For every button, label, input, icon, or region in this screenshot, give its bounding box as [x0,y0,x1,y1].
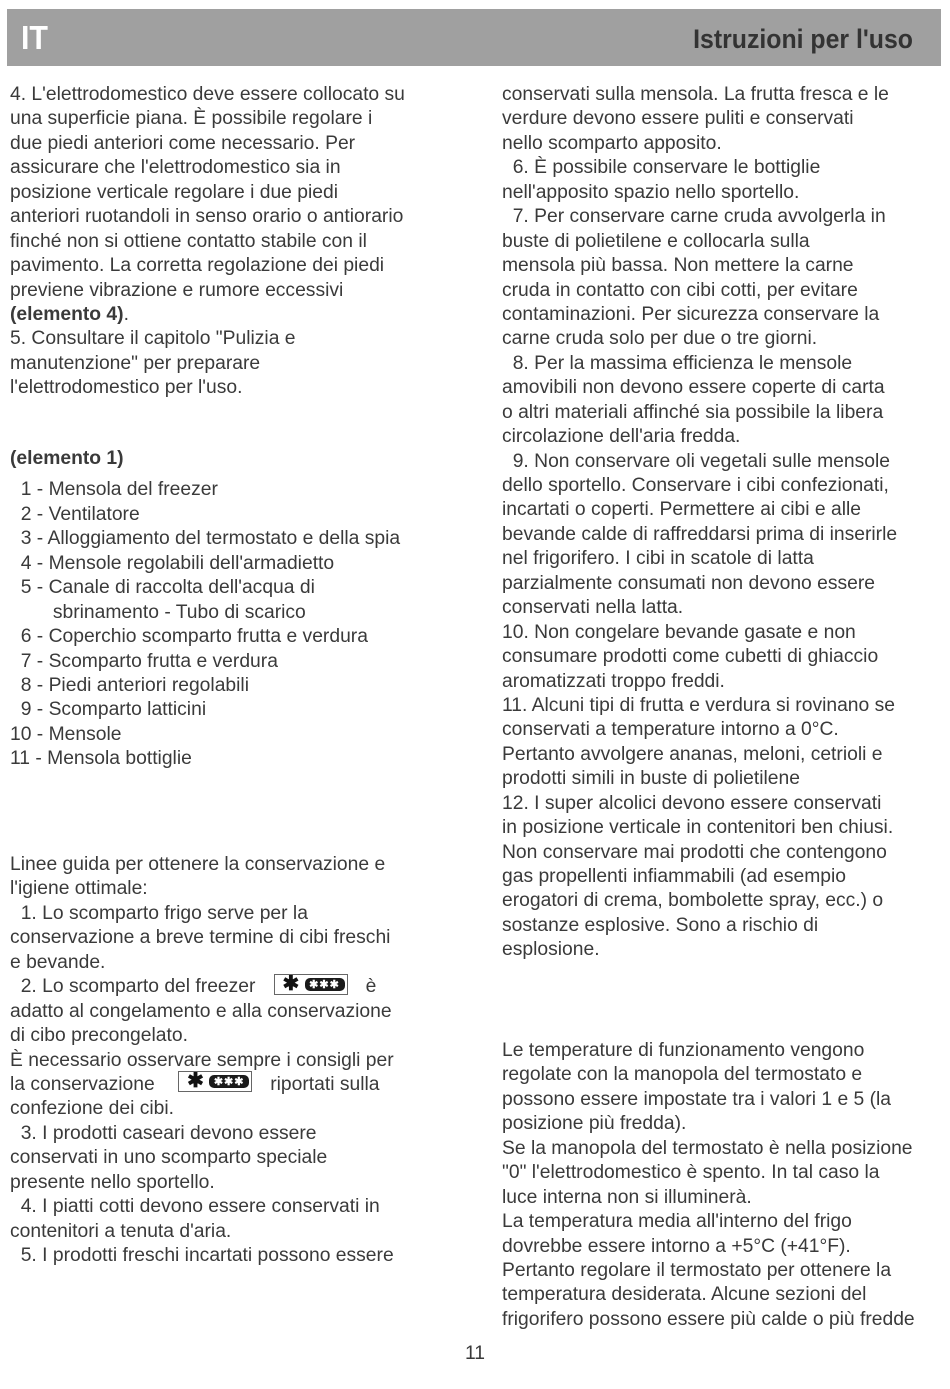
section-title: Istruzioni per l'uso [693,24,913,54]
page-number: 11 [464,1343,485,1364]
text-line: l'elettrodomestico per l'uso. [10,377,243,399]
three-star-icon: ✱✱✱ [305,978,345,991]
text-line: incartati o coperti. Permettere ai cibi e alle [502,499,862,521]
text-line: manutenzione" per preparare [10,352,261,374]
text-line: circolazione dell'aria fredda. [502,426,741,448]
text-line: Non conservare mai prodotti che contengono [502,841,887,863]
parts-list-item: 6 - Coperchio scomparto frutta e verdura [10,626,368,648]
parts-heading: (elemento 1) [10,448,124,469]
installation-paragraph [10,83,480,401]
text-line: posizione più fredda). [502,1113,687,1135]
parts-list-item: 3 - Alloggiamento del termostato e della spia [10,528,401,550]
text-line: amovibili non devono essere coperte di carta [502,377,885,399]
text-line: Pertanto regolare il termostato per ottenere la [502,1259,892,1281]
freezer-star-rating-symbol [274,974,348,995]
text-fragment: riportati sulla [270,1073,380,1095]
text-line: dello sportello. Conservare i cibi confezionati, [502,475,889,496]
text-line: 5. I prodotti freschi incartati possono essere [10,1245,394,1266]
text-line: esplosione. [502,939,600,961]
text-line: dovrebbe essere intorno a +5°C (+41°F). [502,1235,851,1257]
text-line: cruda in contatto con cibi cotti, per evitare [502,279,858,301]
text-line: confezione dei cibi. [10,1098,174,1120]
text-line: 7. Per conservare carne cruda avvolgerla in [502,206,886,228]
parts-list-item: 10 - Mensole [10,723,122,745]
language-code: IT [21,19,48,56]
text-fragment: la conservazione [10,1073,155,1095]
text-line: prodotti simili in buste di polietilene [502,768,800,790]
temperature-section [502,1039,950,1332]
text-line: una superficie piana. È possibile regolare i [10,108,373,130]
text-line: conservazione a breve termine di cibi freschi [10,927,391,949]
text-line: assicurare che l'elettrodomestico sia in [10,157,341,179]
text-line: bevande calde di raffreddarsi prima di inserirle [502,523,898,545]
text-line: La temperatura media all'interno del frigo [502,1211,852,1233]
text-line: contaminazioni. Per sicurezza conservare la [502,303,880,325]
text-line: È necessario osservare sempre i consigli per [10,1049,394,1071]
text-line: 3. I prodotti caseari devono essere [10,1122,317,1144]
punctuation: . [123,303,129,325]
text-line: mensola più bassa. Non mettere la carne [502,255,854,277]
text-line: conservati in uno scomparto speciale [10,1147,328,1169]
text-line: finché non si ottiene contatto stabile con il [10,230,367,252]
text-line: "0" l'elettrodomestico è spento. In tal caso la [502,1162,880,1184]
text-line: adatto al congelamento e alla conservazione [10,1000,392,1022]
text-line: e bevande. [10,951,106,973]
text-line: nell'apposito spazio nello sportello. [502,181,800,203]
text-line: erogatori di crema, bombolette spray, ecc.) o [502,890,884,912]
text-line: previene vibrazione e rumore eccessivi [10,279,344,301]
text-line: parzialmente consumati non devono essere [502,572,875,594]
text-line: temperatura desiderata. Alcune sezioni del [502,1284,867,1306]
parts-list-item: sbrinamento - Tubo di scarico [10,601,306,623]
parts-list-item: 9 - Scomparto latticini [10,699,207,721]
text-line: 8. Per la massima efficienza le mensole [502,352,853,374]
text-line: frigorifero possono essere più calde o più fredde [502,1308,915,1330]
text-line: nello scomparto apposito. [502,132,722,154]
snowflake-icon: ✱ [187,1070,204,1093]
text-line: presente nello sportello. [10,1171,215,1193]
text-line: posizione verticale regolare i due piedi [10,181,338,203]
text-line: aromatizzati troppo freddi. [502,670,725,692]
text-line: 4. L'elettrodomestico deve essere collocato su [10,84,405,105]
text-line: 11. Alcuni tipi di frutta e verdura si rovinano se [502,694,895,716]
text-line: 5. Consultare il capitolo "Pulizia e [10,328,296,350]
text-line: carne cruda solo per due o tre giorni. [502,328,818,350]
parts-list-item: 7 - Scomparto frutta e verdura [10,650,278,672]
page-header [7,9,941,66]
parts-list-item: 2 - Ventilatore [10,503,140,525]
text-line: 10. Non congelare bevande gasate e non [502,621,856,643]
text-line [10,972,480,999]
guidelines-section [10,853,480,1268]
parts-list-item: 8 - Piedi anteriori regolabili [10,674,249,696]
parts-list-item: 4 - Mensole regolabili dell'armadietto [10,552,335,574]
text-line: 12. I super alcolici devono essere conservati [502,792,882,814]
text-line: o altri materiali affinché sia possibile la libera [502,401,884,423]
text-line: consumare prodotti come cubetti di ghiaccio [502,646,879,668]
text-line: regolate con la manopola del termostato e [502,1064,863,1086]
text-line: buste di polietilene e collocarla sulla [502,230,810,252]
text-line: pavimento. La corretta regolazione dei piedi [10,255,385,277]
text-line: due piedi anteriori come necessario. Per [10,132,356,154]
text-line: conservati nella latta. [502,597,684,619]
text-line: 9. Non conservare oli vegetali sulle mensole [502,450,890,472]
guidelines-continued [502,83,950,963]
parts-list-item: 5 - Canale di raccolta dell'acqua di [10,577,315,599]
text-line: verdure devono essere puliti e conservati [502,108,854,130]
freezer-star-rating-symbol [178,1071,252,1092]
text-line: l'igiene ottimale: [10,878,148,900]
text-line: gas propellenti infiammabili (ad esempio [502,866,847,887]
parts-list-item: 11 - Mensola bottiglie [10,748,192,770]
text-fragment: è [365,976,377,998]
text-line: Linee guida per ottenere la conservazione e [10,854,386,875]
text-line: Le temperature di funzionamento vengono [502,1040,865,1061]
text-line: nel frigorifero. I cibi in scatole di latta [502,548,814,570]
text-line: in posizione verticale in contenitori ben chiusi. [502,817,894,839]
text-line: conservati sulla mensola. La frutta fresca e le [502,84,889,105]
text-line: di cibo precongelato. [10,1025,188,1047]
text-line: conservati a temperature intorno a 0°C. [502,719,839,741]
text-line: sostanze esplosive. Sono a rischio di [502,914,819,936]
element-reference: (elemento 4) [10,303,124,325]
text-fragment: 2. Lo scomparto del freezer [10,976,256,998]
snowflake-icon: ✱ [282,972,300,995]
parts-section [10,447,480,772]
text-line: Pertanto avvolgere ananas, meloni, cetrioli e [502,743,883,765]
text-line: 1. Lo scomparto frigo serve per la [10,902,308,924]
text-line: possono essere impostate tra i valori 1 e 5 (la [502,1088,892,1110]
text-line: luce interna non si illuminerà. [502,1186,752,1208]
text-line: anteriori ruotandoli in senso orario o antiorario [10,206,404,228]
text-line [10,303,480,327]
parts-list-item: 1 - Mensola del freezer [10,479,218,501]
text-line: contenitori a tenuta d'aria. [10,1220,232,1242]
text-line: 6. È possibile conservare le bottiglie [502,157,821,179]
text-line [10,1070,480,1097]
text-line: 4. I piatti cotti devono essere conservati in [10,1196,380,1218]
text-line: Se la manopola del termostato è nella posizione [502,1137,913,1159]
three-star-icon: ✱✱✱ [209,1075,249,1088]
